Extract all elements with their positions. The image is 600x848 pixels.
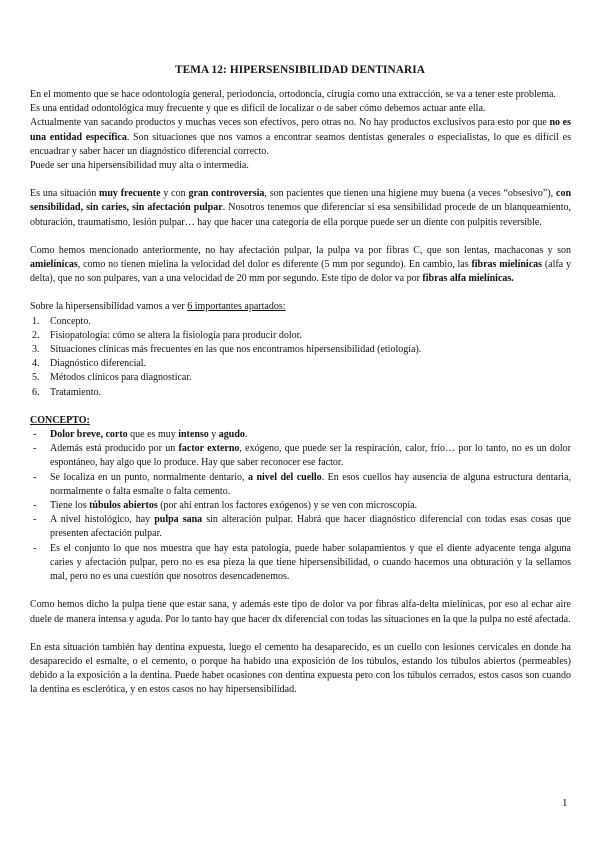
text-run: Es el conjunto lo que nos muestra que hay esta patología, puede haber solapamientos y que el diente adyacente tenga alguna caries y afectación pulpar, pero no es esa pieza la que tiene hipersensibilidad, o cuando hacemos una obturación y la sellamos mal, pero no es una cuestión que nosotros desencadenemos. — [50, 542, 571, 583]
bold-run: túbulos abiertos — [89, 500, 158, 512]
paragraph-intro — [30, 88, 571, 173]
text-run: , como no tienen mielina la velocidad del dolor es diferente (5 mm por segundo). En cambio, las — [77, 259, 472, 271]
text-run: Además está producido por un — [50, 443, 179, 455]
concepto-list — [30, 428, 571, 584]
list-text: Concepto. — [50, 315, 91, 327]
document-body — [30, 88, 571, 698]
text-run: y — [208, 429, 219, 441]
list-number: 1. — [32, 315, 40, 327]
list-number: 4. — [32, 358, 40, 370]
list-item — [30, 386, 571, 400]
list-text: Métodos clínicos para diagnosticar. — [50, 372, 192, 384]
bold-run: a nivel del cuello — [248, 471, 322, 483]
intro-sentence-1: En el momento que se hace odontología general, periodoncia, ortodoncia, cirugía como una extracción, se va a tener este problema. — [30, 89, 556, 100]
concepto-heading: CONCEPTO: — [30, 414, 90, 426]
intro-sentence-4: Puede ser una hipersensibilidad muy alta o intermedia. — [30, 160, 249, 172]
paragraph-pulp: Como hemos dicho la pulpa tiene que estar sana, y además este tipo de dolor va por fibras alfa-delta mielínicas, por eso al echar aire duele de manera intensa y aguda. Por lo tanto hay que hacer dx diferencial con todas las situaciones en la que la pulpa no esté afectada. — [30, 599, 571, 625]
bold-run: fibras alfa mielínicas. — [422, 273, 514, 285]
text-run: Es una situación — [30, 188, 100, 200]
paragraph-fibers — [30, 244, 571, 287]
list-item — [30, 371, 571, 385]
intro-sentence-3-end: . Son situaciones que nos vamos a encontrar seamos dentistas generales o especialistas, lo que es difícil es encuadrar y saber hacer un diagnóstico diferencial correcto. — [30, 131, 571, 157]
list-item — [30, 329, 571, 343]
intro-sentence-3: Actualmente van sacando productos y muchas veces son efectivos, pero otras no. No hay productos exclusivos para esto por que — [30, 117, 550, 129]
list-item — [30, 428, 571, 442]
text-run: (alfa y delta), que no son pulpares, van a una velocidad de 20 mm por segundo. Este tipo de dolor va por — [30, 259, 571, 285]
text-run: . En esos cuellos hay ausencia de alguna estructura dentaria, normalmente o falta esmalte o falta cemento. — [50, 471, 571, 497]
list-text: Fisiopatología: cómo se altera la fisiología para producir dolor. — [50, 329, 302, 341]
list-item — [30, 442, 571, 470]
bold-run: Dolor breve, corto — [50, 429, 128, 441]
list-item — [30, 471, 571, 499]
text-run: (por ahí entran los factores exógenos) y se ven con microscopía. — [157, 500, 418, 512]
list-item — [30, 315, 571, 329]
bold-run: con sensibilidad, sin caries, sin afectación pulpar — [30, 188, 571, 214]
page-number: 1 — [562, 797, 568, 809]
list-text: Diagnóstico diferencial. — [50, 358, 147, 370]
list-text: Situaciones clínicas más frecuentes en las que nos encontramos hipersensibilidad (etiología). — [50, 344, 422, 356]
list-number: 6. — [32, 386, 40, 398]
paragraph-dentin: En esta situación también hay dentina expuesta, luego el cemento ha desaparecido, es un cuello con lesiones cervicales en donde ha desaparecido el esmalte, o el cemento, o porque ha habido una exposición de los túbulos, estando los túbulos abiertos (permeables) debido a la exposición a la dentina. Puede haber ocasiones con dentina expuesta pero con los túbulos cerrados, estos casos son cuando la dentina es esclerótica, y en estos casos no hay hipersensibilidad. — [30, 641, 571, 696]
text-run: que es muy — [127, 429, 179, 441]
document-title: TEMA 12: HIPERSENSIBILIDAD DENTINARIA — [174, 64, 426, 76]
text-run: Tiene los — [50, 500, 90, 512]
list-item — [30, 542, 571, 585]
bold-run: amielínicas — [30, 259, 78, 271]
text-run: Se localiza en un punto, normalmente dentario, — [50, 471, 248, 483]
list-item — [30, 499, 571, 513]
sections-list — [30, 315, 571, 400]
list-number: 5. — [32, 372, 40, 384]
text-run: sin alteración pulpar. Habrá que hacer diagnóstico diferencial con todas esas cosas que presenten afectación pulpar. — [50, 514, 571, 540]
bold-run: fibras mielínicas — [471, 259, 543, 271]
list-text: Tratamiento. — [50, 386, 102, 398]
list-number: 3. — [32, 344, 40, 356]
text-run: Sobre la hipersensibilidad vamos a ver — [30, 301, 188, 313]
list-item — [30, 513, 571, 541]
paragraph-frequency — [30, 187, 571, 230]
list-item — [30, 343, 571, 357]
text-run: , exógeno, que puede ser la respiración, calor, frío… por lo tanto, no es un dolor espontáneo, hay algo que lo produce. Hay que saber reconocer ese factor. — [50, 443, 571, 469]
intro-emphasis: no es una entidad específica — [30, 117, 571, 143]
bold-run: pulpa sana — [154, 514, 203, 526]
text-run: A nivel histológico, hay — [50, 514, 155, 526]
bold-run: agudo — [218, 429, 245, 441]
list-number: 2. — [32, 329, 40, 341]
bold-run: muy frecuente — [99, 188, 161, 200]
text-run: . Nosotros tenemos que diferenciar si esa sensibilidad procede de un blanqueamiento, obturación, traumatismo, lesión pulpar… hay que hacer una categoría de ella porque puede ser un diente con pulpitis reversible. — [30, 202, 571, 228]
text-run: , son pacientes que tienen una higiene muy buena (a veces “obsesivo”), — [264, 188, 556, 200]
bold-run: factor externo — [178, 443, 240, 455]
text-run: Como hemos mencionado anteriormente, no hay afectación pulpar, la pulpa va por fibras C, que son lentas, machaconas y son — [30, 244, 571, 256]
text-run: . — [244, 429, 248, 441]
sections-intro — [30, 300, 571, 314]
text-run: y con — [160, 188, 189, 200]
underlined-run: 6 importantes apartados: — [187, 301, 286, 313]
intro-sentence-2: Es una entidad odontológica muy frecuente y que es difícil de localizar o de saber cómo debemos actuar ante ella. — [30, 103, 486, 115]
list-item — [30, 357, 571, 371]
bold-run: gran controversia — [188, 188, 265, 200]
bold-run: intenso — [178, 429, 209, 441]
